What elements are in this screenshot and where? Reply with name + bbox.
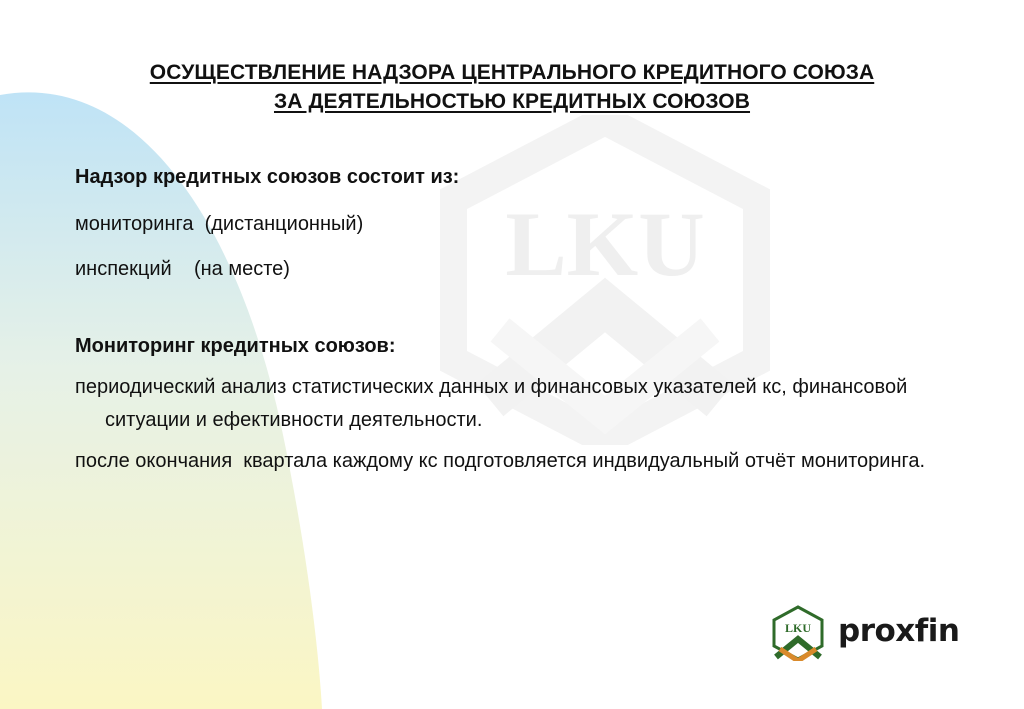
lku-logo-text: LKU xyxy=(784,621,812,635)
footer-logos xyxy=(770,605,970,665)
watermark-text: LKU xyxy=(505,193,705,295)
section1-heading: Надзор кредитных союзов состоит из: xyxy=(75,166,460,188)
section1-item-monitoring: мониторинга (дистанционный) xyxy=(75,213,364,235)
section1-item-inspections: инспекций (на месте) xyxy=(75,258,290,280)
lku-logo xyxy=(770,605,826,661)
section2-item-report: после окончания квартала каждому кс подготовляется индвидуальный отчёт мониторинга. xyxy=(75,450,926,472)
slide-content xyxy=(75,160,980,478)
title-line-1: ОСУЩЕСТВЛЕНИЕ НАДЗОРА ЦЕНТРАЛЬНОГО КРЕДИТНОГО СОЮЗА xyxy=(149,61,875,84)
proxfin-logo: proxfin xyxy=(838,613,960,649)
section2-item-analysis: периодический анализ статистических данных и финансовых указателей кс, финансовой ситуации и ефективности деятельности. xyxy=(75,376,908,431)
title-line-2: ЗА ДЕЯТЕЛЬНОСТЬЮ КРЕДИТНЫХ СОЮЗОВ xyxy=(273,90,751,113)
section2-heading: Мониторинг кредитных союзов: xyxy=(75,335,396,357)
slide-title xyxy=(0,58,1024,116)
